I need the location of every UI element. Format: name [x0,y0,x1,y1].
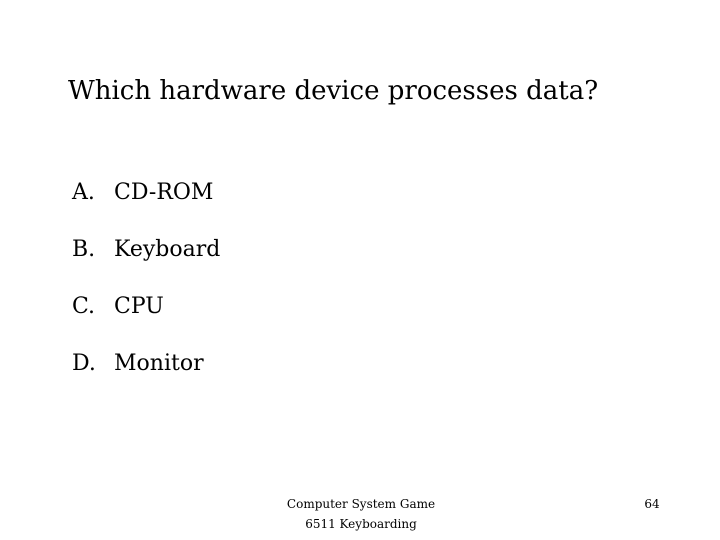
slide-footer [266,494,456,534]
option-b-letter: B. [72,237,96,262]
option-d-letter: D. [72,351,96,376]
option-a-text: CD-ROM [114,180,214,205]
option-c-text: CPU [114,294,164,319]
option-a [72,178,220,235]
page-number: 64 [644,497,660,511]
option-b-text: Keyboard [114,237,221,262]
option-c [72,292,220,349]
option-b [72,235,220,292]
option-d [72,349,220,406]
question-title: Which hardware device processes data? [68,76,599,106]
footer-line-2: 6511 Keyboarding [305,517,417,531]
option-c-letter: C. [72,294,96,319]
footer-line-1: Computer System Game [286,497,436,511]
option-d-text: Monitor [114,351,204,376]
option-a-letter: A. [72,180,95,205]
answer-options [72,178,220,406]
